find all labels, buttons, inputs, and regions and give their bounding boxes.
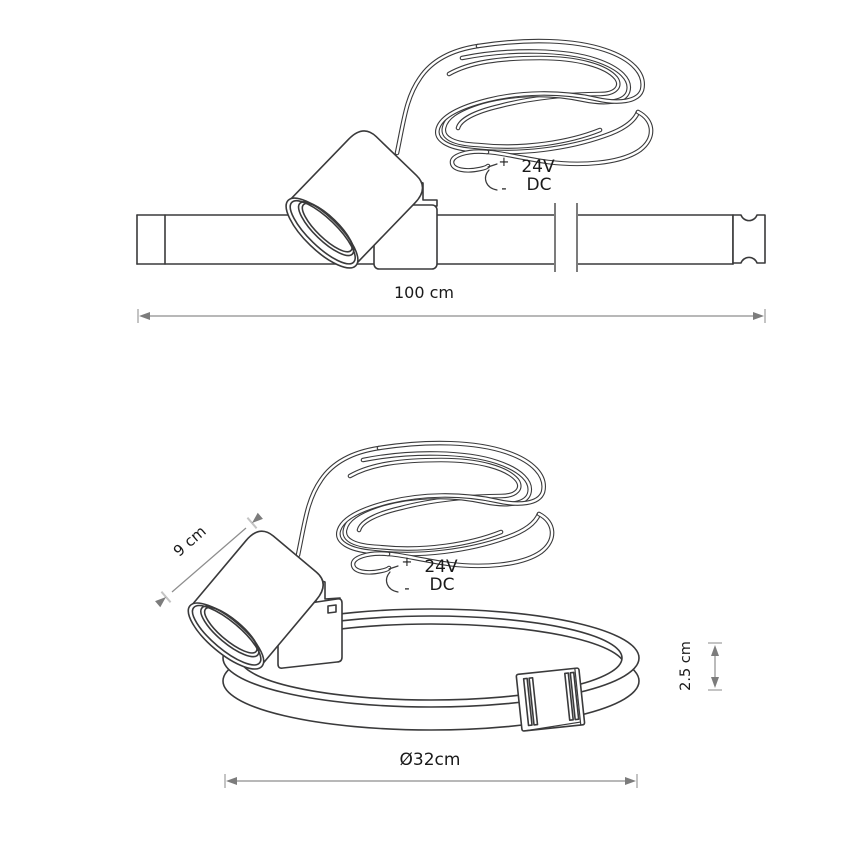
- minus-sign: -: [501, 179, 507, 197]
- track-end-connector: [733, 215, 765, 263]
- ring-track-view: [155, 443, 722, 788]
- ring-connector: [516, 668, 585, 731]
- linear-track-view: [137, 41, 765, 323]
- plus-sign: +: [498, 155, 510, 170]
- ring-diameter-label: Ø32cm: [399, 750, 461, 770]
- ring-height-label: 2.5 cm: [678, 641, 694, 691]
- spot-length-label: 9 cm: [169, 522, 210, 561]
- track-bar: [137, 203, 765, 272]
- length-label: 100 cm: [393, 283, 455, 302]
- minus-wire: [486, 170, 497, 190]
- track-break-marks: [555, 203, 577, 272]
- power-label: [499, 155, 555, 197]
- dimension-100cm: [138, 283, 765, 323]
- voltage-text: 24V: [521, 157, 555, 177]
- power-label: [402, 555, 458, 597]
- dimension-2-5cm: [678, 641, 722, 691]
- dimension-diameter: [225, 750, 637, 788]
- mount-plate-hole: [328, 605, 336, 613]
- current-text: DC: [526, 175, 552, 195]
